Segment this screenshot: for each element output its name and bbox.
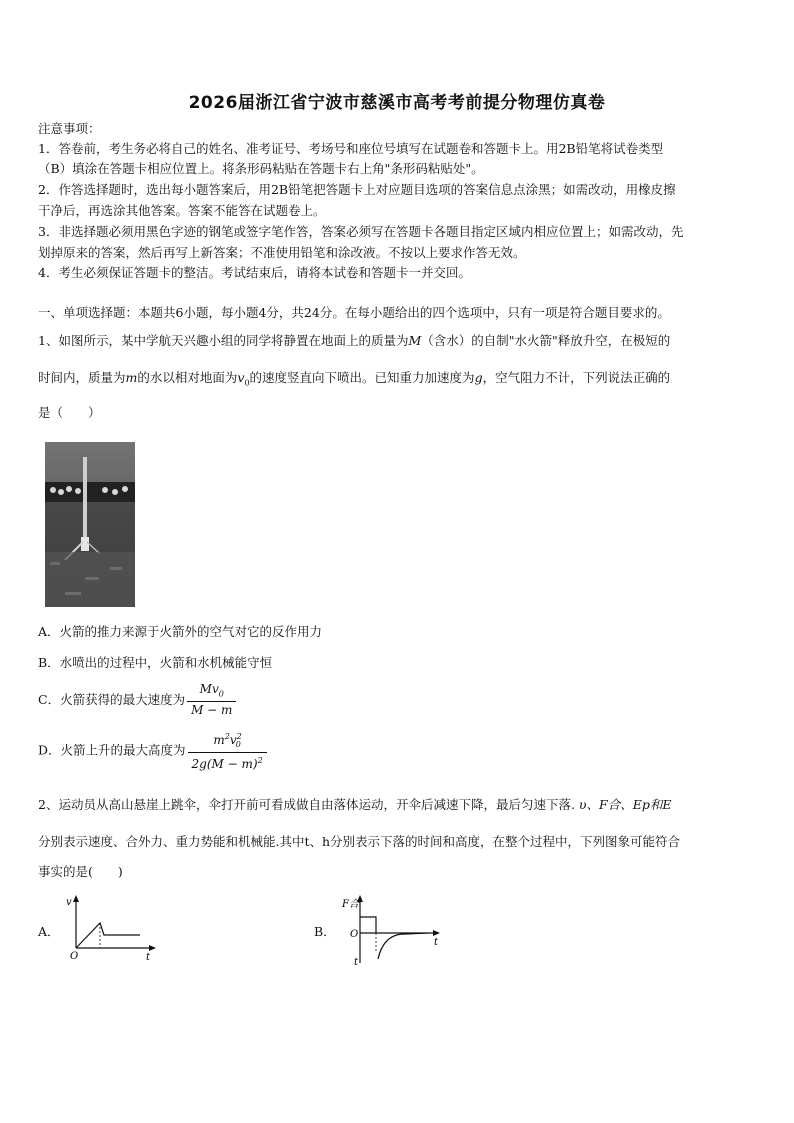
question-2-line-2: 分别表示速度、合外力、重力势能和机械能.其中t、h分别表示下落的时间和高度，在整个过程中，下列图象可能符合 xyxy=(38,834,681,849)
graph-a-label: A． xyxy=(38,924,60,939)
notice-item-1-cont: （B）填涂在答题卡相应位置上。将条形码粘贴在答题卡右上角"条形码粘贴处"。 xyxy=(38,161,484,176)
notice-item-3-cont: 划掉原来的答案，然后再写上新答案；不准使用铅笔和涂改液。不按以上要求作答无效。 xyxy=(38,245,526,260)
notice-item-2-cont: 干净后，再选涂其他答案。答案不能答在试题卷上。 xyxy=(38,203,326,218)
section-1-heading: 一、单项选择题：本题共6小题，每小题4分，共24分。在每小题给出的四个选项中，只有一项是符合题目要求的。 xyxy=(38,305,670,320)
graph-a-x-label: t xyxy=(146,952,151,963)
graph-b-label: B． xyxy=(314,924,336,939)
var-v0: v xyxy=(237,370,245,385)
var-m: m xyxy=(125,370,138,385)
graph-b-x-label: t xyxy=(434,937,439,948)
fraction-c: $\frac{Mv_0}{M - m}$ xyxy=(187,682,236,718)
water-rocket-photo xyxy=(45,442,135,607)
var-g: g xyxy=(474,370,483,385)
water-rocket-photo-art xyxy=(45,442,135,607)
question-2-line-1: 2、运动员从高山悬崖上跳伞，伞打开前可看成做自由落体运动，开伞后减速下降，最后匀速下落. υ、F合、Ep和E xyxy=(38,797,672,812)
graph-b-force-time xyxy=(336,893,446,968)
graph-a-y-label: v xyxy=(66,897,72,908)
graph-b-lower-label: t xyxy=(354,957,359,968)
q2-variables: υ、F合、Ep和E xyxy=(578,797,672,812)
fraction-d: $\frac{m^2v^2_0}{2g(M - m)^2}$ xyxy=(188,729,267,772)
question-2-line-3: 事实的是( ) xyxy=(38,864,123,879)
question-1-line-3: 是（ ） xyxy=(38,405,101,420)
q1-option-a: A．火箭的推力来源于火箭外的空气对它的反作用力 xyxy=(38,624,323,639)
q1-option-b: B．水喷出的过程中，火箭和水机械能守恒 xyxy=(38,655,273,670)
graph-a-origin: O xyxy=(70,951,79,962)
graph-a-velocity-time xyxy=(60,893,160,963)
q1-option-c: C．火箭获得的最大速度为 $\frac{Mv_0}{M - m}$ xyxy=(38,682,236,718)
question-1-line-1: 1、如图所示，某中学航天兴趣小组的同学将静置在地面上的质量为M（含水）的自制"水火箭"释放升空，在极短的 xyxy=(38,333,671,348)
notice-item-4: 4．考生必须保证答题卡的整洁。考试结束后，请将本试卷和答题卡一并交回。 xyxy=(38,265,471,280)
notice-item-3: 3．非选择题必须用黑色字迹的钢笔或签字笔作答，答案必须写在答题卡各题目指定区域内相应位置上；如需改动，先 xyxy=(38,224,684,239)
notice-heading: 注意事项： xyxy=(38,121,101,136)
question-1-line-2: 时间内，质量为m的水以相对地面为$v_0$的速度竖直向下喷出。已知重力加速度为g，空气阻力不计，下列说法正确的 xyxy=(38,370,671,388)
page-title: 2026届浙江省宁波市慈溪市高考考前提分物理仿真卷 xyxy=(188,93,606,113)
q1-option-d: D．火箭上升的最大高度为 $\frac{m^2v^2_0}{2g(M - m)^2}$ xyxy=(38,729,267,772)
var-M: M xyxy=(408,333,422,348)
graph-b-origin: O xyxy=(350,929,359,940)
notice-item-1: 1．答卷前，考生务必将自己的姓名、准考证号、考场号和座位号填写在试题卷和答题卡上。用2B铅笔将试卷类型 xyxy=(38,141,664,156)
graph-b-y-label: F合 xyxy=(342,899,359,910)
notice-item-2: 2．作答选择题时，选出每小题答案后，用2B铅笔把答题卡上对应题目选项的答案信息点涂黑；如需改动，用橡皮擦 xyxy=(38,182,676,197)
